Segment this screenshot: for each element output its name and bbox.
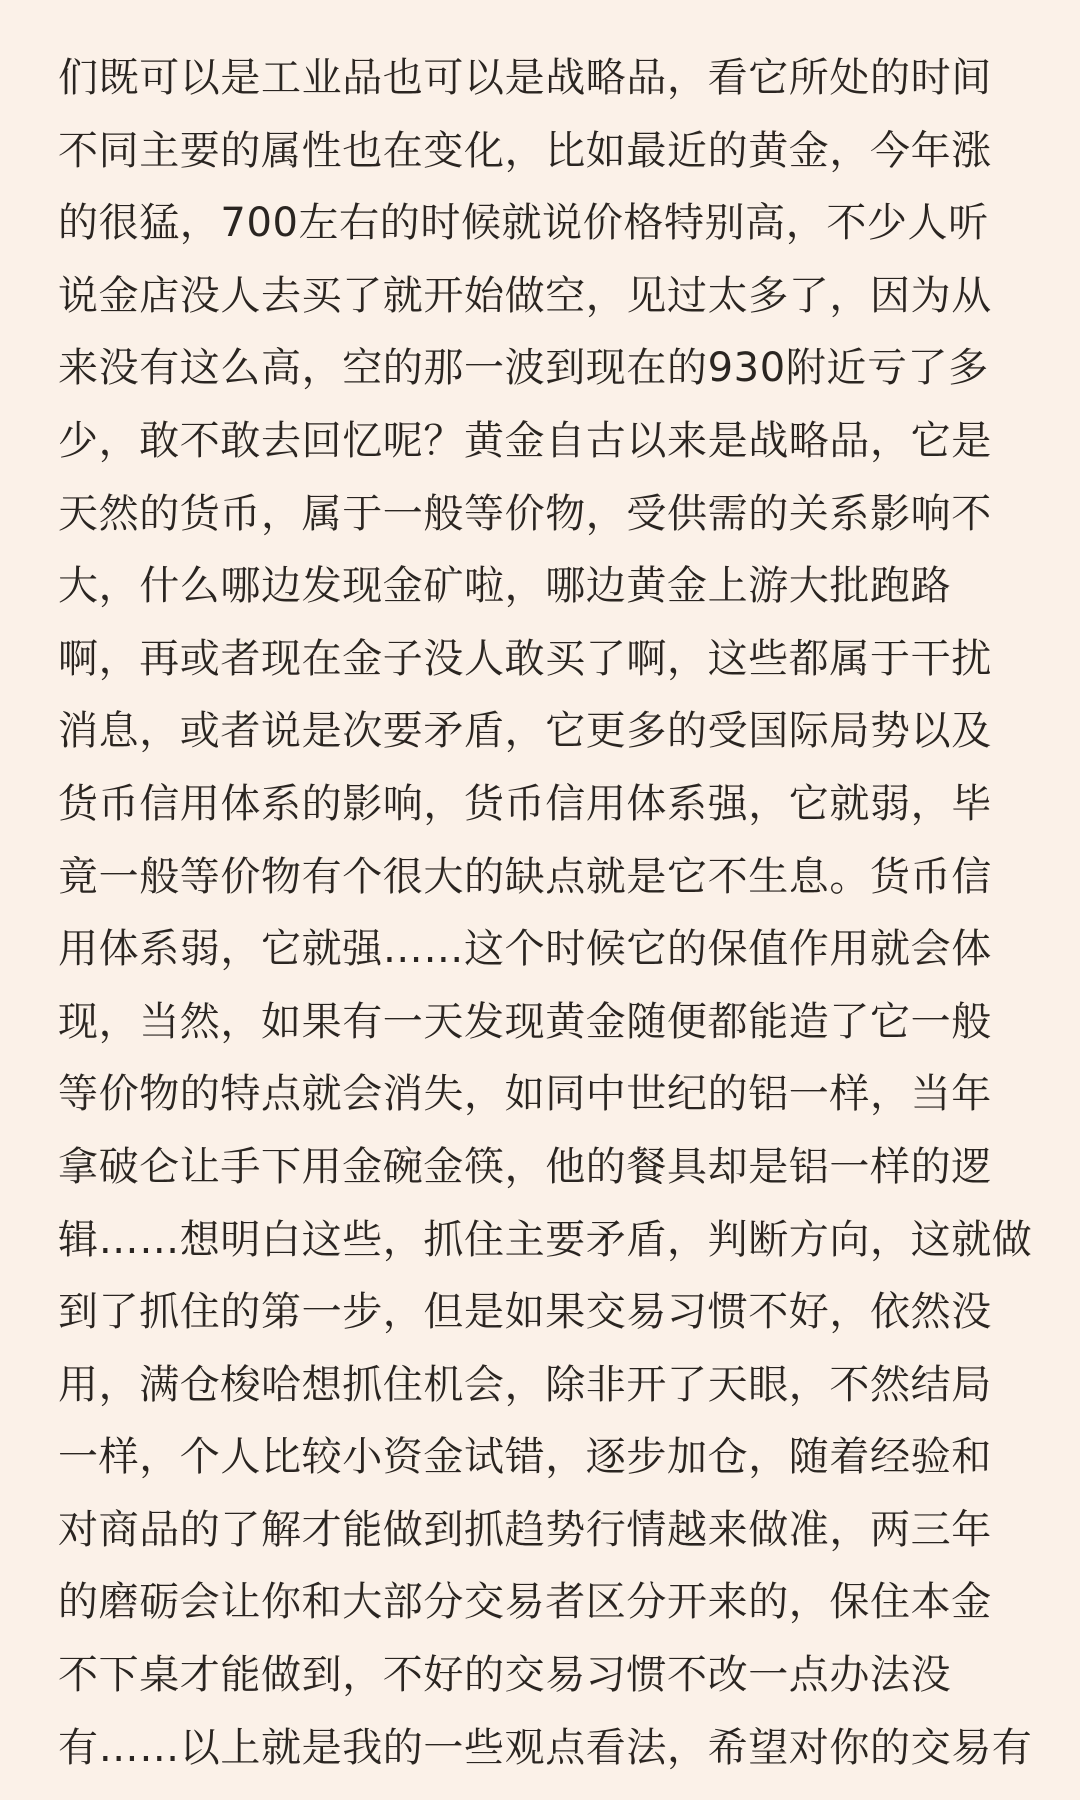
text-line: 们既可以是工业品也可以是战略品，看它所处的时间 [58, 55, 992, 101]
text-line: 消息，或者说是次要矛盾，它更多的受国际局势以及 [58, 708, 992, 755]
text-line: 的磨砺会让你和大部分交易者区分开来的，保住本金 [58, 1579, 992, 1626]
text-line: 用体系弱，它就强……这个时候它的保值作用就会体 [58, 926, 992, 973]
text-line: 辑……想明白这些，抓住主要矛盾，判断方向，这就做 [58, 1216, 1033, 1263]
text-line: 的很猛，700左右的时候就说价格特别高，不少人听 [58, 200, 989, 247]
text-line: 等价物的特点就会消失，如同中世纪的铝一样，当年 [58, 1071, 992, 1118]
text-line: 现，当然，如果有一天发现黄金随便都能造了它一般 [58, 998, 992, 1045]
text-line: 用，满仓梭哈想抓住机会，除非开了天眼，不然结局 [58, 1361, 992, 1408]
text-line: 大，什么哪边发现金矿啦，哪边黄金上游大批跑路 [58, 563, 952, 610]
text-line: 拿破仑让手下用金碗金筷，他的餐具却是铝一样的逻 [58, 1143, 992, 1190]
text-line: 天然的货币，属于一般等价物，受供需的关系影响不 [58, 490, 992, 537]
text-line: 不下桌才能做到，不好的交易习惯不改一点办法没 [58, 1652, 952, 1699]
text-line: 不同主要的属性也在变化，比如最近的黄金，今年涨 [58, 127, 992, 174]
article-text [58, 42, 1033, 1784]
text-line: 少，敢不敢去回忆呢？黄金自古以来是战略品，它是 [58, 417, 992, 464]
text-line: 啊，再或者现在金子没人敢买了啊，这些都属于干扰 [58, 635, 992, 682]
text-line: 一样，个人比较小资金试错，逐步加仓，随着经验和 [58, 1434, 992, 1481]
text-line: 有……以上就是我的一些观点看法，希望对你的交易有 [58, 1724, 1033, 1771]
text-line: 竟一般等价物有个很大的缺点就是它不生息。货币信 [58, 853, 992, 900]
text-line: 货币信用体系的影响，货币信用体系强，它就弱，毕 [58, 780, 992, 827]
text-line: 说金店没人去买了就开始做空，见过太多了，因为从 [58, 272, 992, 319]
text-line: 到了抓住的第一步，但是如果交易习惯不好，依然没 [58, 1289, 992, 1336]
text-line: 对商品的了解才能做到抓趋势行情越来做准，两三年 [58, 1506, 992, 1553]
text-line: 来没有这么高，空的那一波到现在的930附近亏了多 [58, 345, 989, 392]
